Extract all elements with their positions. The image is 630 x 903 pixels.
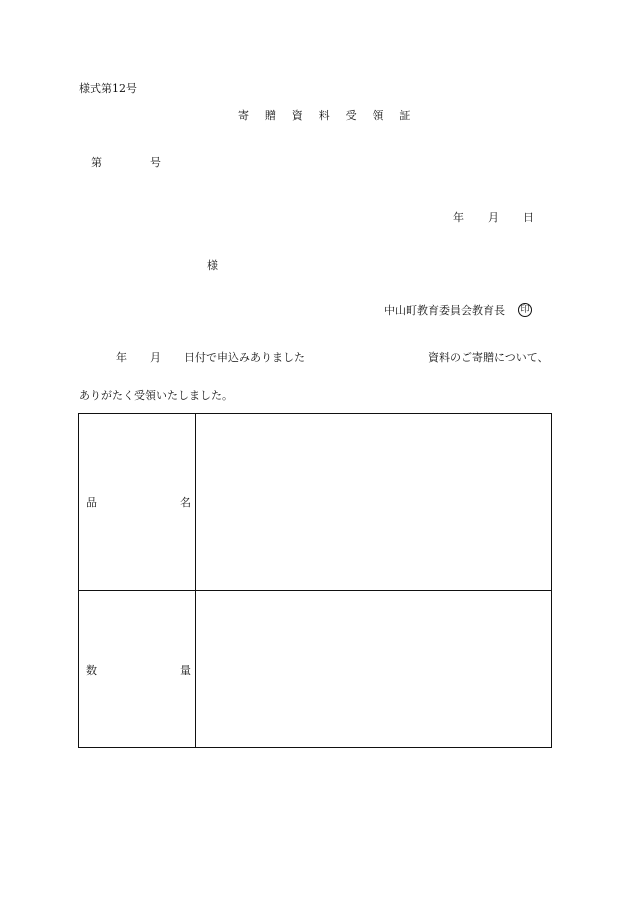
item-name-label-right: 名 xyxy=(180,496,191,509)
body-year-label: 年 xyxy=(116,351,127,364)
issuer-name: 中山町教育委員会教育長 xyxy=(384,304,505,317)
body-material-text: 資料のご寄贈について、 xyxy=(428,351,549,364)
date-month-label: 月 xyxy=(488,211,499,224)
date-year-label: 年 xyxy=(453,211,464,224)
table-vertical-divider xyxy=(195,414,196,747)
number-prefix: 第 xyxy=(91,156,102,169)
document-title: 寄 贈 資 料 受 領 証 xyxy=(238,109,417,122)
form-number: 様式第12号 xyxy=(79,82,137,95)
recipient-honorific: 様 xyxy=(207,259,218,272)
date-day-label: 日 xyxy=(523,211,534,224)
quantity-label-left: 数 xyxy=(86,664,97,677)
item-table xyxy=(78,413,552,748)
body-month-label: 月 xyxy=(150,351,161,364)
body-application-text: 日付で申込みありました xyxy=(184,351,305,364)
table-horizontal-divider xyxy=(79,590,551,591)
quantity-label-right: 量 xyxy=(180,664,191,677)
item-name-label-left: 品 xyxy=(86,496,97,509)
body-acceptance-text: ありがたく受領いたしました。 xyxy=(79,389,233,402)
number-suffix: 号 xyxy=(150,156,161,169)
seal-stamp: 印 xyxy=(518,303,532,317)
